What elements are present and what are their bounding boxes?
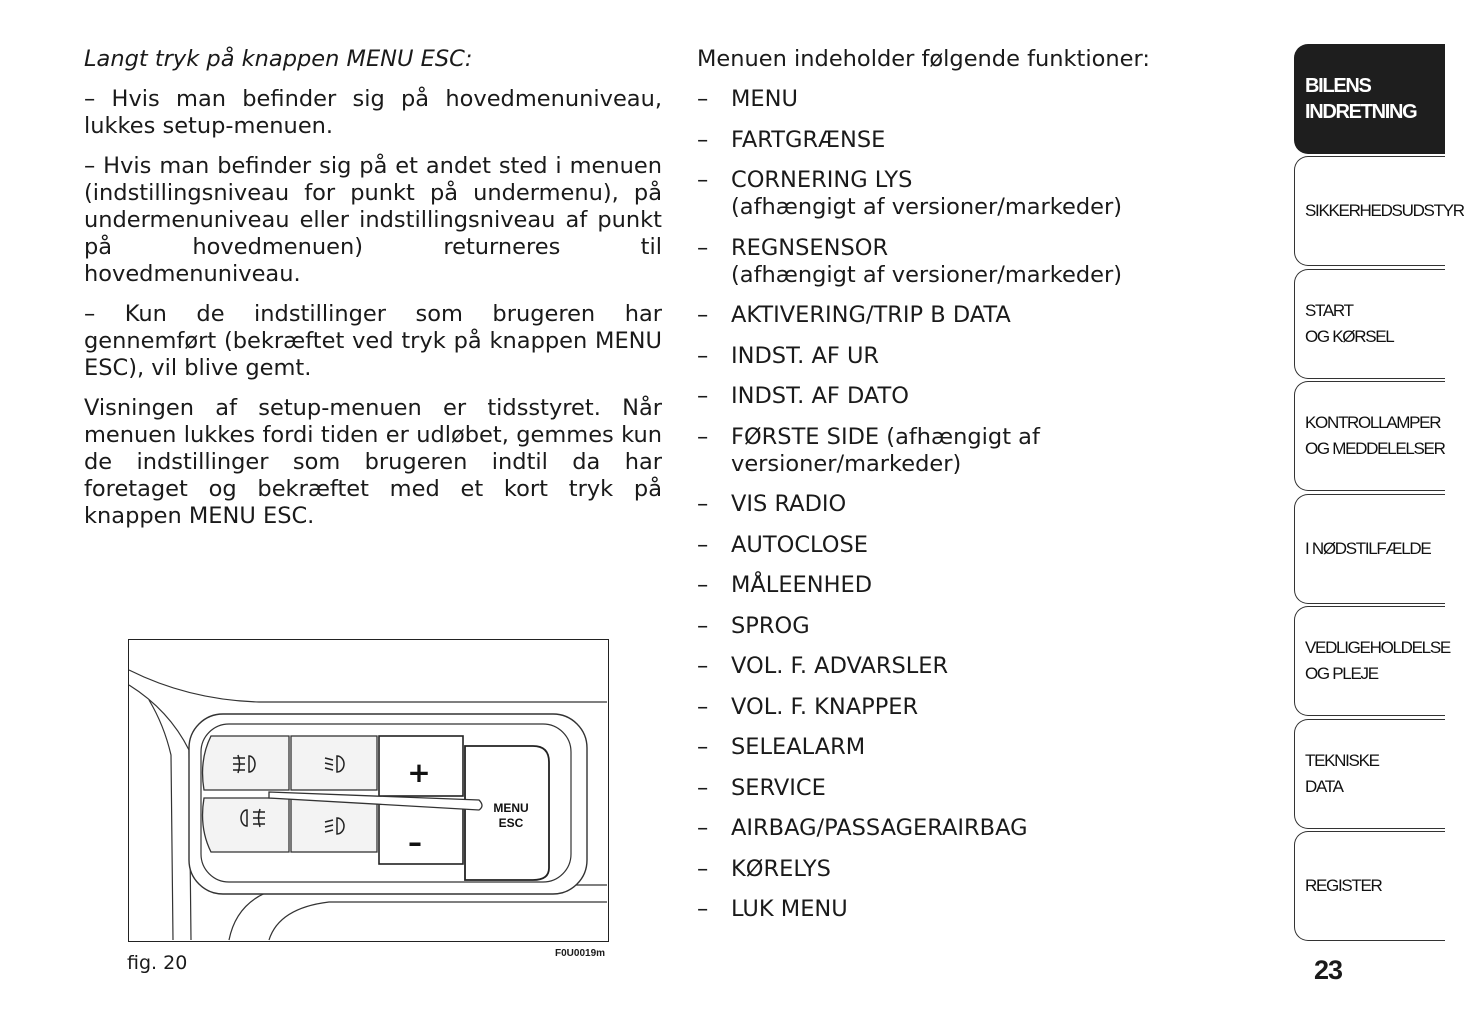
tab-sikkerhedsudstyr[interactable] [1294, 156, 1464, 266]
list-dash: – [697, 423, 709, 450]
tab-i-nødstilfælde[interactable] [1294, 494, 1445, 604]
menu-function-item [697, 235, 1257, 289]
tab-start[interactable] [1294, 269, 1445, 379]
menu-function-item [697, 694, 1257, 721]
list-dash: – [697, 302, 709, 328]
menu-label: MENU [493, 801, 529, 815]
list-dash: – [697, 774, 709, 801]
list-dash: – [697, 491, 709, 517]
menu-function-label: LUK MENU [731, 896, 848, 922]
menu-function-item [697, 896, 1257, 923]
menu-function-label: VIS RADIO [731, 491, 847, 517]
paragraph-3: – Kun de indstillinger som brugeren har gennemført (bekræftet ved tryk på knappen MENU ESC), vil blive gemt. [84, 301, 662, 381]
tab-bilens[interactable] [1294, 44, 1445, 154]
menu-function-label: REGNSENSOR [731, 234, 889, 261]
list-dash: – [697, 734, 709, 760]
list-dash: – [697, 234, 709, 261]
tab-label: VEDLIGEHOLDELSE OG PLEJE [1305, 638, 1450, 683]
dash-contour-line [149, 700, 173, 940]
tab-label: START OG KØRSEL [1305, 301, 1394, 346]
list-dash: – [697, 383, 709, 409]
paragraph-4: Visningen af setup-menuen er tidsstyret. Når menuen lukkes fordi tiden er udløbet, gemmes kun de indstillinger som brugeren indtil da har foretaget og bekræftet med et kort tryk på knappen MENU ESC. [84, 395, 662, 529]
menu-function-label: VOL. F. ADVARSLER [731, 653, 949, 679]
menu-function-item [697, 86, 1257, 113]
low-beam-button[interactable] [291, 736, 377, 790]
tab-tekniske[interactable] [1294, 719, 1445, 829]
menu-function-label: INDST. AF UR [731, 342, 880, 369]
list-dash: – [697, 855, 709, 882]
list-dash: – [697, 815, 709, 841]
page-number: 23 [1314, 955, 1343, 985]
minus-label: – [408, 826, 422, 859]
menu-function-item [697, 532, 1257, 559]
figure-caption: fig. 20 [127, 952, 188, 974]
menu-function-label: MÅLEENHED [731, 572, 873, 598]
dash-contour-line [129, 685, 191, 940]
tab-register[interactable] [1294, 831, 1445, 941]
list-dash: – [697, 693, 709, 720]
menu-function-item [697, 775, 1257, 802]
menu-function-label: SERVICE [731, 774, 826, 801]
menu-function-item [697, 383, 1257, 410]
esc-label: ESC [498, 816, 524, 830]
left-column [84, 46, 662, 543]
menu-function-item [697, 572, 1257, 599]
list-dash: – [697, 653, 709, 679]
menu-function-label: AUTOCLOSE [731, 531, 868, 558]
menu-function-label: CORNERING LYS [731, 167, 913, 193]
menu-function-note: (afhængigt af versioner/markeder) [731, 194, 1123, 220]
right-column [697, 46, 1257, 937]
tab-label: BILENS INDRETNING [1305, 75, 1417, 123]
list-dash: – [697, 342, 709, 369]
tab-vedligeholdelse[interactable] [1294, 606, 1450, 716]
menu-function-label: FARTGRÆNSE [731, 126, 886, 153]
menu-function-label: INDST. AF DATO [731, 383, 909, 409]
intro-heading: Langt tryk på knappen MENU ESC: [84, 46, 473, 72]
dash-contour-line [129, 670, 607, 702]
tab-label: I NØDSTILFÆLDE [1305, 539, 1431, 558]
paragraph-1: – Hvis man befinder sig på hovedmenuniveau, lukkes setup-menuen. [84, 86, 662, 139]
menu-function-item [697, 343, 1257, 370]
figure-code: F0U0019m [555, 948, 606, 959]
tab-label: SIKKERHEDSUDSTYR [1305, 201, 1464, 220]
menu-function-label: AIRBAG/PASSAGERAIRBAG [731, 815, 1028, 841]
dashboard-illustration [129, 640, 607, 940]
plus-label: + [407, 756, 431, 789]
list-dash: – [697, 167, 709, 193]
figure-dashboard-buttons [128, 639, 609, 942]
menu-functions-lead: Menuen indeholder følgende funktioner: [697, 46, 1150, 72]
dash-contour-line [269, 902, 607, 940]
menu-function-note: (afhængigt af versioner/markeder) [731, 261, 1123, 288]
menu-function-label: FØRSTE SIDE (afhængigt af versioner/markeder) [731, 423, 1040, 477]
high-beam-button[interactable] [291, 798, 377, 852]
menu-function-item [697, 653, 1257, 680]
tab-label: TEKNISKE DATA [1305, 751, 1379, 796]
list-dash: – [697, 572, 709, 598]
menu-function-item [697, 856, 1257, 883]
menu-function-item [697, 815, 1257, 842]
tab-label: REGISTER [1305, 876, 1382, 895]
paragraph-2: – Hvis man befinder sig på et andet sted i menuen (indstillingsniveau for punkt på undermenu), på undermenuniveau eller indstillingsniveau af punkt på hovedmenuen) returneres til hovedmenuniveau. [84, 153, 662, 287]
menu-function-label: MENU [731, 86, 798, 112]
menu-function-item [697, 167, 1257, 221]
menu-function-label: KØRELYS [731, 855, 831, 882]
menu-function-item [697, 613, 1257, 640]
tab-label: KONTROLLAMPER OG MEDDELELSER [1305, 413, 1445, 458]
menu-function-label: SELEALARM [731, 734, 866, 760]
list-dash: – [697, 896, 709, 922]
menu-function-item [697, 127, 1257, 154]
tab-kontrollamper[interactable] [1294, 381, 1445, 491]
list-dash: – [697, 86, 709, 112]
front-fog-light-button[interactable] [203, 798, 289, 852]
rear-fog-light-button[interactable] [203, 736, 289, 790]
menu-function-item [697, 734, 1257, 761]
list-dash: – [697, 612, 709, 639]
menu-functions-list [697, 86, 1257, 923]
menu-function-item [697, 424, 1257, 478]
menu-function-label: SPROG [731, 612, 810, 639]
list-dash: – [697, 126, 709, 153]
menu-function-item [697, 302, 1257, 329]
menu-function-label: AKTIVERING/TRIP B DATA [731, 302, 1011, 328]
list-dash: – [697, 531, 709, 558]
menu-function-item [697, 491, 1257, 518]
menu-function-label: VOL. F. KNAPPER [731, 693, 919, 720]
